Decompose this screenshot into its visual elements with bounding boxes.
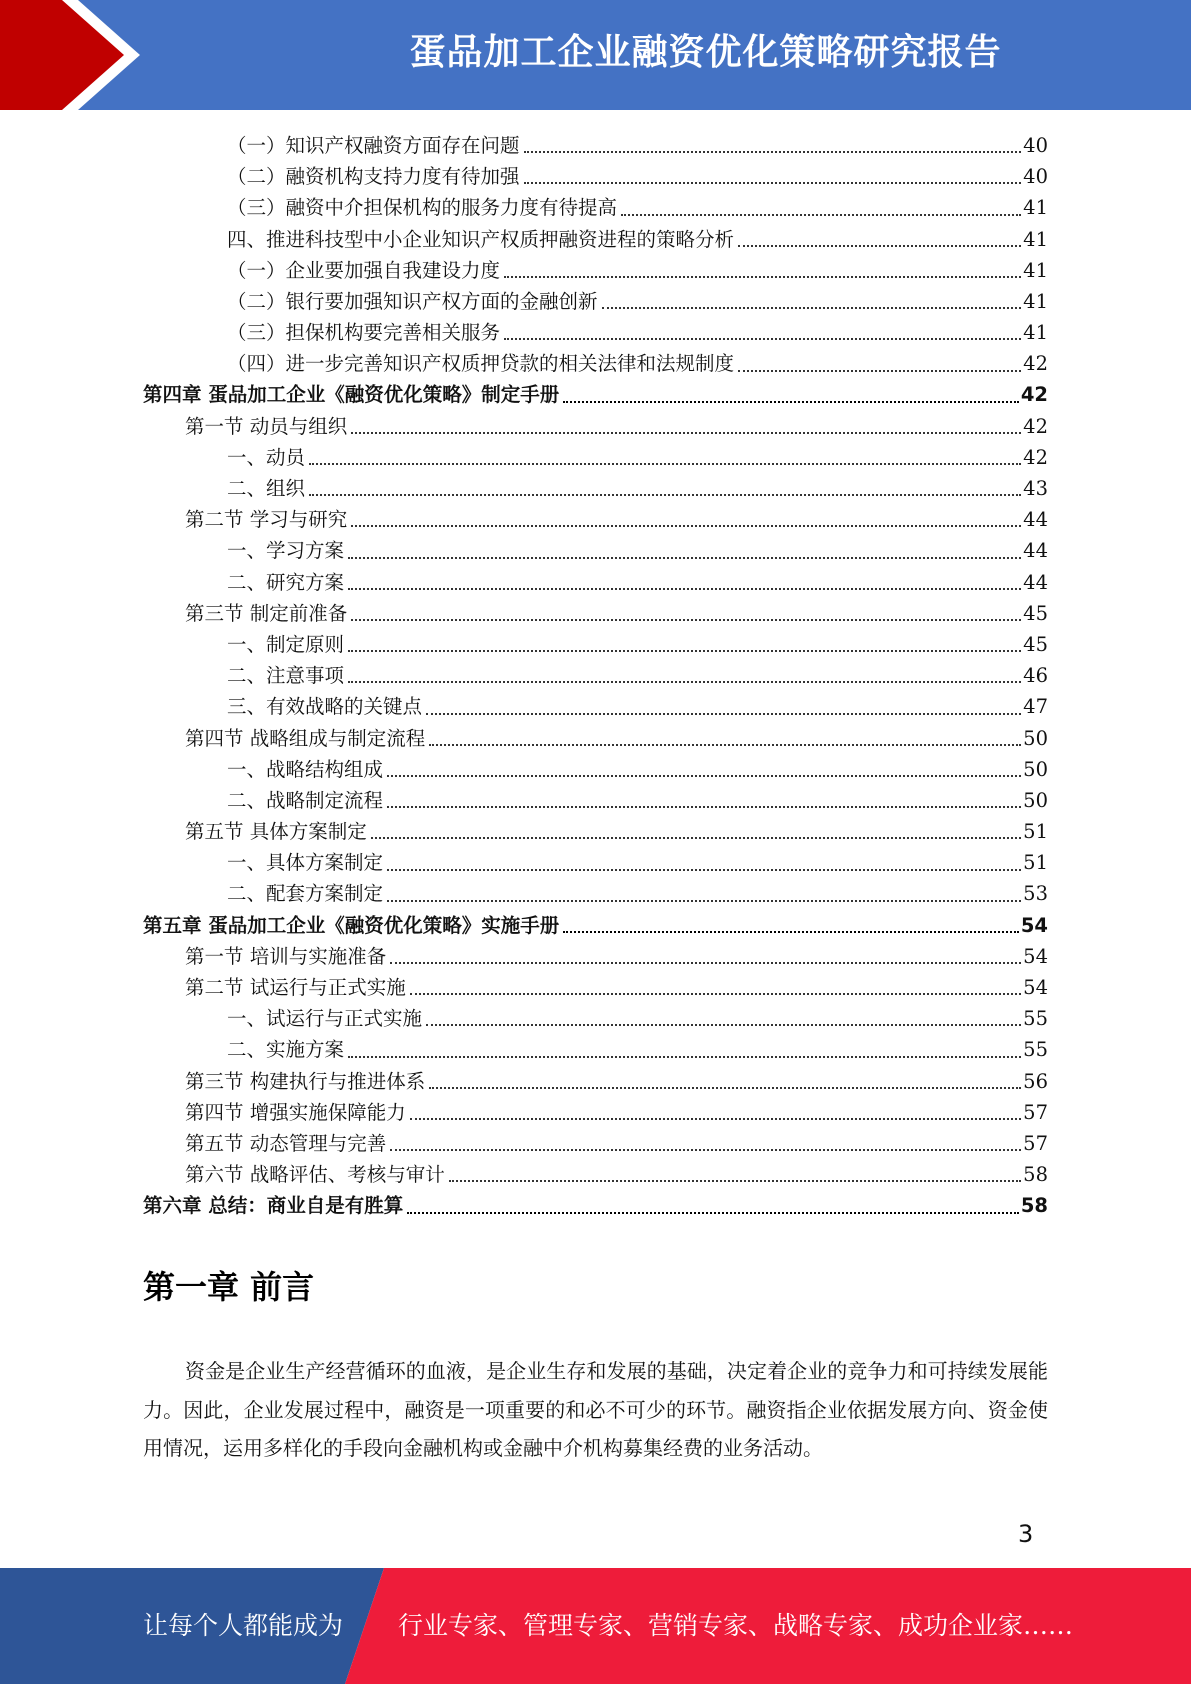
toc-entry-title: （二）融资机构支持力度有待加强 [227, 165, 520, 189]
toc-dot-leader [738, 370, 1021, 372]
chapter-heading: 第一章 前言 [143, 1268, 315, 1306]
toc-entry-page: 57 [1023, 1131, 1048, 1155]
toc-entry-page: 50 [1023, 757, 1048, 781]
toc-dot-leader [410, 993, 1021, 995]
toc-entry[interactable] [143, 941, 1048, 972]
toc-entry[interactable] [143, 1003, 1048, 1034]
toc-entry[interactable] [143, 192, 1048, 223]
toc-entry-page: 40 [1023, 133, 1048, 157]
toc-dot-leader [348, 557, 1021, 559]
toc-entry-page: 55 [1023, 1038, 1048, 1062]
toc-entry[interactable] [143, 723, 1048, 754]
page-header [0, 0, 1191, 110]
toc-entry-title: （二）银行要加强知识产权方面的金融创新 [227, 289, 598, 313]
toc-entry-page: 45 [1023, 632, 1048, 656]
toc-entry[interactable] [143, 224, 1048, 255]
toc-entry[interactable] [143, 1190, 1048, 1221]
toc-entry-page: 58 [1020, 1194, 1048, 1218]
toc-dot-leader [563, 931, 1019, 933]
toc-entry[interactable] [143, 785, 1048, 816]
toc-entry-title: 一、制定原则 [227, 632, 345, 656]
toc-entry[interactable] [143, 442, 1048, 473]
toc-entry-title: 第四节 增强实施保障能力 [185, 1100, 406, 1124]
toc-entry-page: 51 [1023, 820, 1048, 844]
toc-dot-leader [351, 525, 1021, 527]
toc-entry-title: 第六章 总结：商业自是有胜算 [143, 1194, 404, 1218]
toc-dot-leader [348, 1056, 1021, 1058]
toc-entry[interactable] [143, 1034, 1048, 1065]
header-arrow-decoration [0, 0, 140, 110]
toc-dot-leader [524, 151, 1022, 153]
toc-entry-title: 一、学习方案 [227, 539, 345, 563]
toc-dot-leader [621, 214, 1021, 216]
toc-entry-title: （三）融资中介担保机构的服务力度有待提高 [227, 196, 618, 220]
toc-entry-page: 50 [1023, 788, 1048, 812]
toc-entry[interactable] [143, 1066, 1048, 1097]
toc-dot-leader [524, 182, 1022, 184]
toc-dot-leader [563, 401, 1019, 403]
body-paragraph: 资金是企业生产经营循环的血液，是企业生存和发展的基础，决定着企业的竞争力和可持续发展能力。因此，企业发展过程中，融资是一项重要的和必不可少的环节。融资指企业依据发展方向、资金使用情况，运用多样化的手段向金融机构或金融中介机构募集经费的业务活动。 [143, 1359, 1048, 1460]
toc-dot-leader [504, 276, 1021, 278]
toc-entry[interactable] [143, 691, 1048, 722]
toc-entry-page: 40 [1023, 165, 1048, 189]
toc-entry-title: 一、动员 [227, 445, 306, 469]
toc-entry-title: 一、试运行与正式实施 [227, 1007, 423, 1031]
toc-dot-leader [410, 1118, 1021, 1120]
toc-entry[interactable] [143, 910, 1048, 941]
toc-entry-page: 45 [1023, 601, 1048, 625]
toc-entry-page: 55 [1023, 1007, 1048, 1031]
toc-dot-leader [387, 900, 1021, 902]
toc-entry[interactable] [143, 255, 1048, 286]
toc-dot-leader [426, 713, 1021, 715]
toc-entry[interactable] [143, 130, 1048, 161]
toc-entry-title: （三）担保机构要完善相关服务 [227, 321, 501, 345]
toc-entry-page: 41 [1023, 258, 1048, 282]
page-number: 3 [1018, 1520, 1034, 1548]
toc-entry[interactable] [143, 286, 1048, 317]
toc-entry-title: 第五节 动态管理与完善 [185, 1131, 387, 1155]
toc-entry[interactable] [143, 535, 1048, 566]
toc-entry-page: 41 [1023, 289, 1048, 313]
toc-entry-page: 57 [1023, 1100, 1048, 1124]
toc-dot-leader [390, 1149, 1021, 1151]
toc-entry[interactable] [143, 1128, 1048, 1159]
toc-entry[interactable] [143, 1097, 1048, 1128]
toc-dot-leader [348, 650, 1021, 652]
toc-entry-page: 47 [1023, 695, 1048, 719]
toc-entry-title: （四）进一步完善知识产权质押贷款的相关法律和法规制度 [227, 352, 735, 376]
toc-entry-page: 41 [1023, 196, 1048, 220]
toc-entry-title: 二、战略制定流程 [227, 788, 384, 812]
toc-dot-leader [387, 775, 1021, 777]
toc-entry-page: 54 [1023, 944, 1048, 968]
toc-entry-title: 二、研究方案 [227, 570, 345, 594]
toc-dot-leader [348, 681, 1021, 683]
toc-entry-page: 44 [1023, 570, 1048, 594]
toc-entry[interactable] [143, 473, 1048, 504]
toc-entry[interactable] [143, 629, 1048, 660]
toc-dot-leader [348, 588, 1021, 590]
footer-slogan-right: 行业专家、管理专家、营销专家、战略专家、成功企业家…… [398, 1611, 1074, 1640]
toc-dot-leader [387, 806, 1021, 808]
toc-entry-page: 41 [1023, 321, 1048, 345]
toc-entry-title: 第一节 动员与组织 [185, 414, 348, 438]
toc-entry-title: 第二节 试运行与正式实施 [185, 976, 406, 1000]
toc-entry-title: 第一节 培训与实施准备 [185, 944, 387, 968]
toc-dot-leader [351, 619, 1021, 621]
toc-entry-title: 第五章 蛋品加工企业《融资优化策略》实施手册 [143, 913, 560, 937]
toc-entry-title: 一、具体方案制定 [227, 851, 384, 875]
toc-entry-title: （一）知识产权融资方面存在问题 [227, 133, 520, 157]
toc-entry-page: 51 [1023, 851, 1048, 875]
toc-entry[interactable] [143, 380, 1048, 411]
toc-entry[interactable] [143, 161, 1048, 192]
toc-entry[interactable] [143, 879, 1048, 910]
toc-entry-page: 50 [1023, 726, 1048, 750]
toc-entry[interactable] [143, 754, 1048, 785]
toc-dot-leader [429, 1087, 1021, 1089]
toc-entry-title: （一）企业要加强自我建设力度 [227, 258, 501, 282]
toc-dot-leader [738, 245, 1021, 247]
header-title: 蛋品加工企业融资优化策略研究报告 [409, 32, 1002, 73]
toc-dot-leader [426, 1024, 1021, 1026]
toc-dot-leader [449, 1180, 1021, 1182]
toc-entry-title: 二、注意事项 [227, 664, 345, 688]
toc-dot-leader [407, 1212, 1019, 1214]
toc-entry[interactable] [143, 411, 1048, 442]
toc-entry[interactable] [143, 504, 1048, 535]
toc-dot-leader [390, 962, 1021, 964]
toc-entry[interactable] [143, 847, 1048, 878]
toc-entry-title: 第五节 具体方案制定 [185, 820, 367, 844]
toc-entry[interactable] [143, 1159, 1048, 1190]
toc-entry[interactable] [143, 816, 1048, 847]
table-of-contents [143, 130, 1048, 1222]
toc-entry-page: 42 [1020, 383, 1048, 407]
toc-entry-title: 一、战略结构组成 [227, 757, 384, 781]
toc-entry-title: 二、组织 [227, 477, 306, 501]
toc-dot-leader [309, 494, 1021, 496]
toc-entry-page: 42 [1023, 414, 1048, 438]
toc-entry-page: 46 [1023, 664, 1048, 688]
toc-entry[interactable] [143, 567, 1048, 598]
toc-dot-leader [309, 463, 1021, 465]
toc-dot-leader [429, 744, 1021, 746]
toc-entry-title: 四、推进科技型中小企业知识产权质押融资进程的策略分析 [227, 227, 735, 251]
toc-entry[interactable] [143, 660, 1048, 691]
toc-entry-title: 第四章 蛋品加工企业《融资优化策略》制定手册 [143, 383, 560, 407]
toc-entry-title: 第二节 学习与研究 [185, 508, 348, 532]
toc-entry[interactable] [143, 348, 1048, 379]
toc-entry[interactable] [143, 598, 1048, 629]
toc-dot-leader [371, 837, 1021, 839]
toc-entry-title: 第六节 战略评估、考核与审计 [185, 1163, 445, 1187]
toc-dot-leader [602, 307, 1022, 309]
toc-entry[interactable] [143, 972, 1048, 1003]
toc-entry[interactable] [143, 317, 1048, 348]
toc-entry-page: 54 [1020, 913, 1048, 937]
toc-entry-title: 第三节 制定前准备 [185, 601, 348, 625]
toc-entry-page: 53 [1023, 882, 1048, 906]
toc-entry-page: 42 [1023, 445, 1048, 469]
toc-entry-page: 44 [1023, 508, 1048, 532]
toc-entry-title: 二、配套方案制定 [227, 882, 384, 906]
toc-entry-title: 第三节 构建执行与推进体系 [185, 1069, 426, 1093]
page-footer [0, 1568, 1191, 1684]
toc-entry-page: 43 [1023, 477, 1048, 501]
toc-entry-page: 41 [1023, 227, 1048, 251]
toc-entry-page: 58 [1023, 1163, 1048, 1187]
toc-entry-title: 第四节 战略组成与制定流程 [185, 726, 426, 750]
toc-entry-page: 56 [1023, 1069, 1048, 1093]
toc-entry-page: 44 [1023, 539, 1048, 563]
toc-dot-leader [387, 869, 1021, 871]
toc-entry-title: 二、实施方案 [227, 1038, 345, 1062]
toc-entry-title: 三、有效战略的关键点 [227, 695, 423, 719]
footer-slogan-left: 让每个人都能成为 [143, 1611, 344, 1640]
toc-dot-leader [504, 338, 1021, 340]
toc-entry-page: 54 [1023, 976, 1048, 1000]
toc-entry-page: 42 [1023, 352, 1048, 376]
toc-dot-leader [351, 432, 1021, 434]
